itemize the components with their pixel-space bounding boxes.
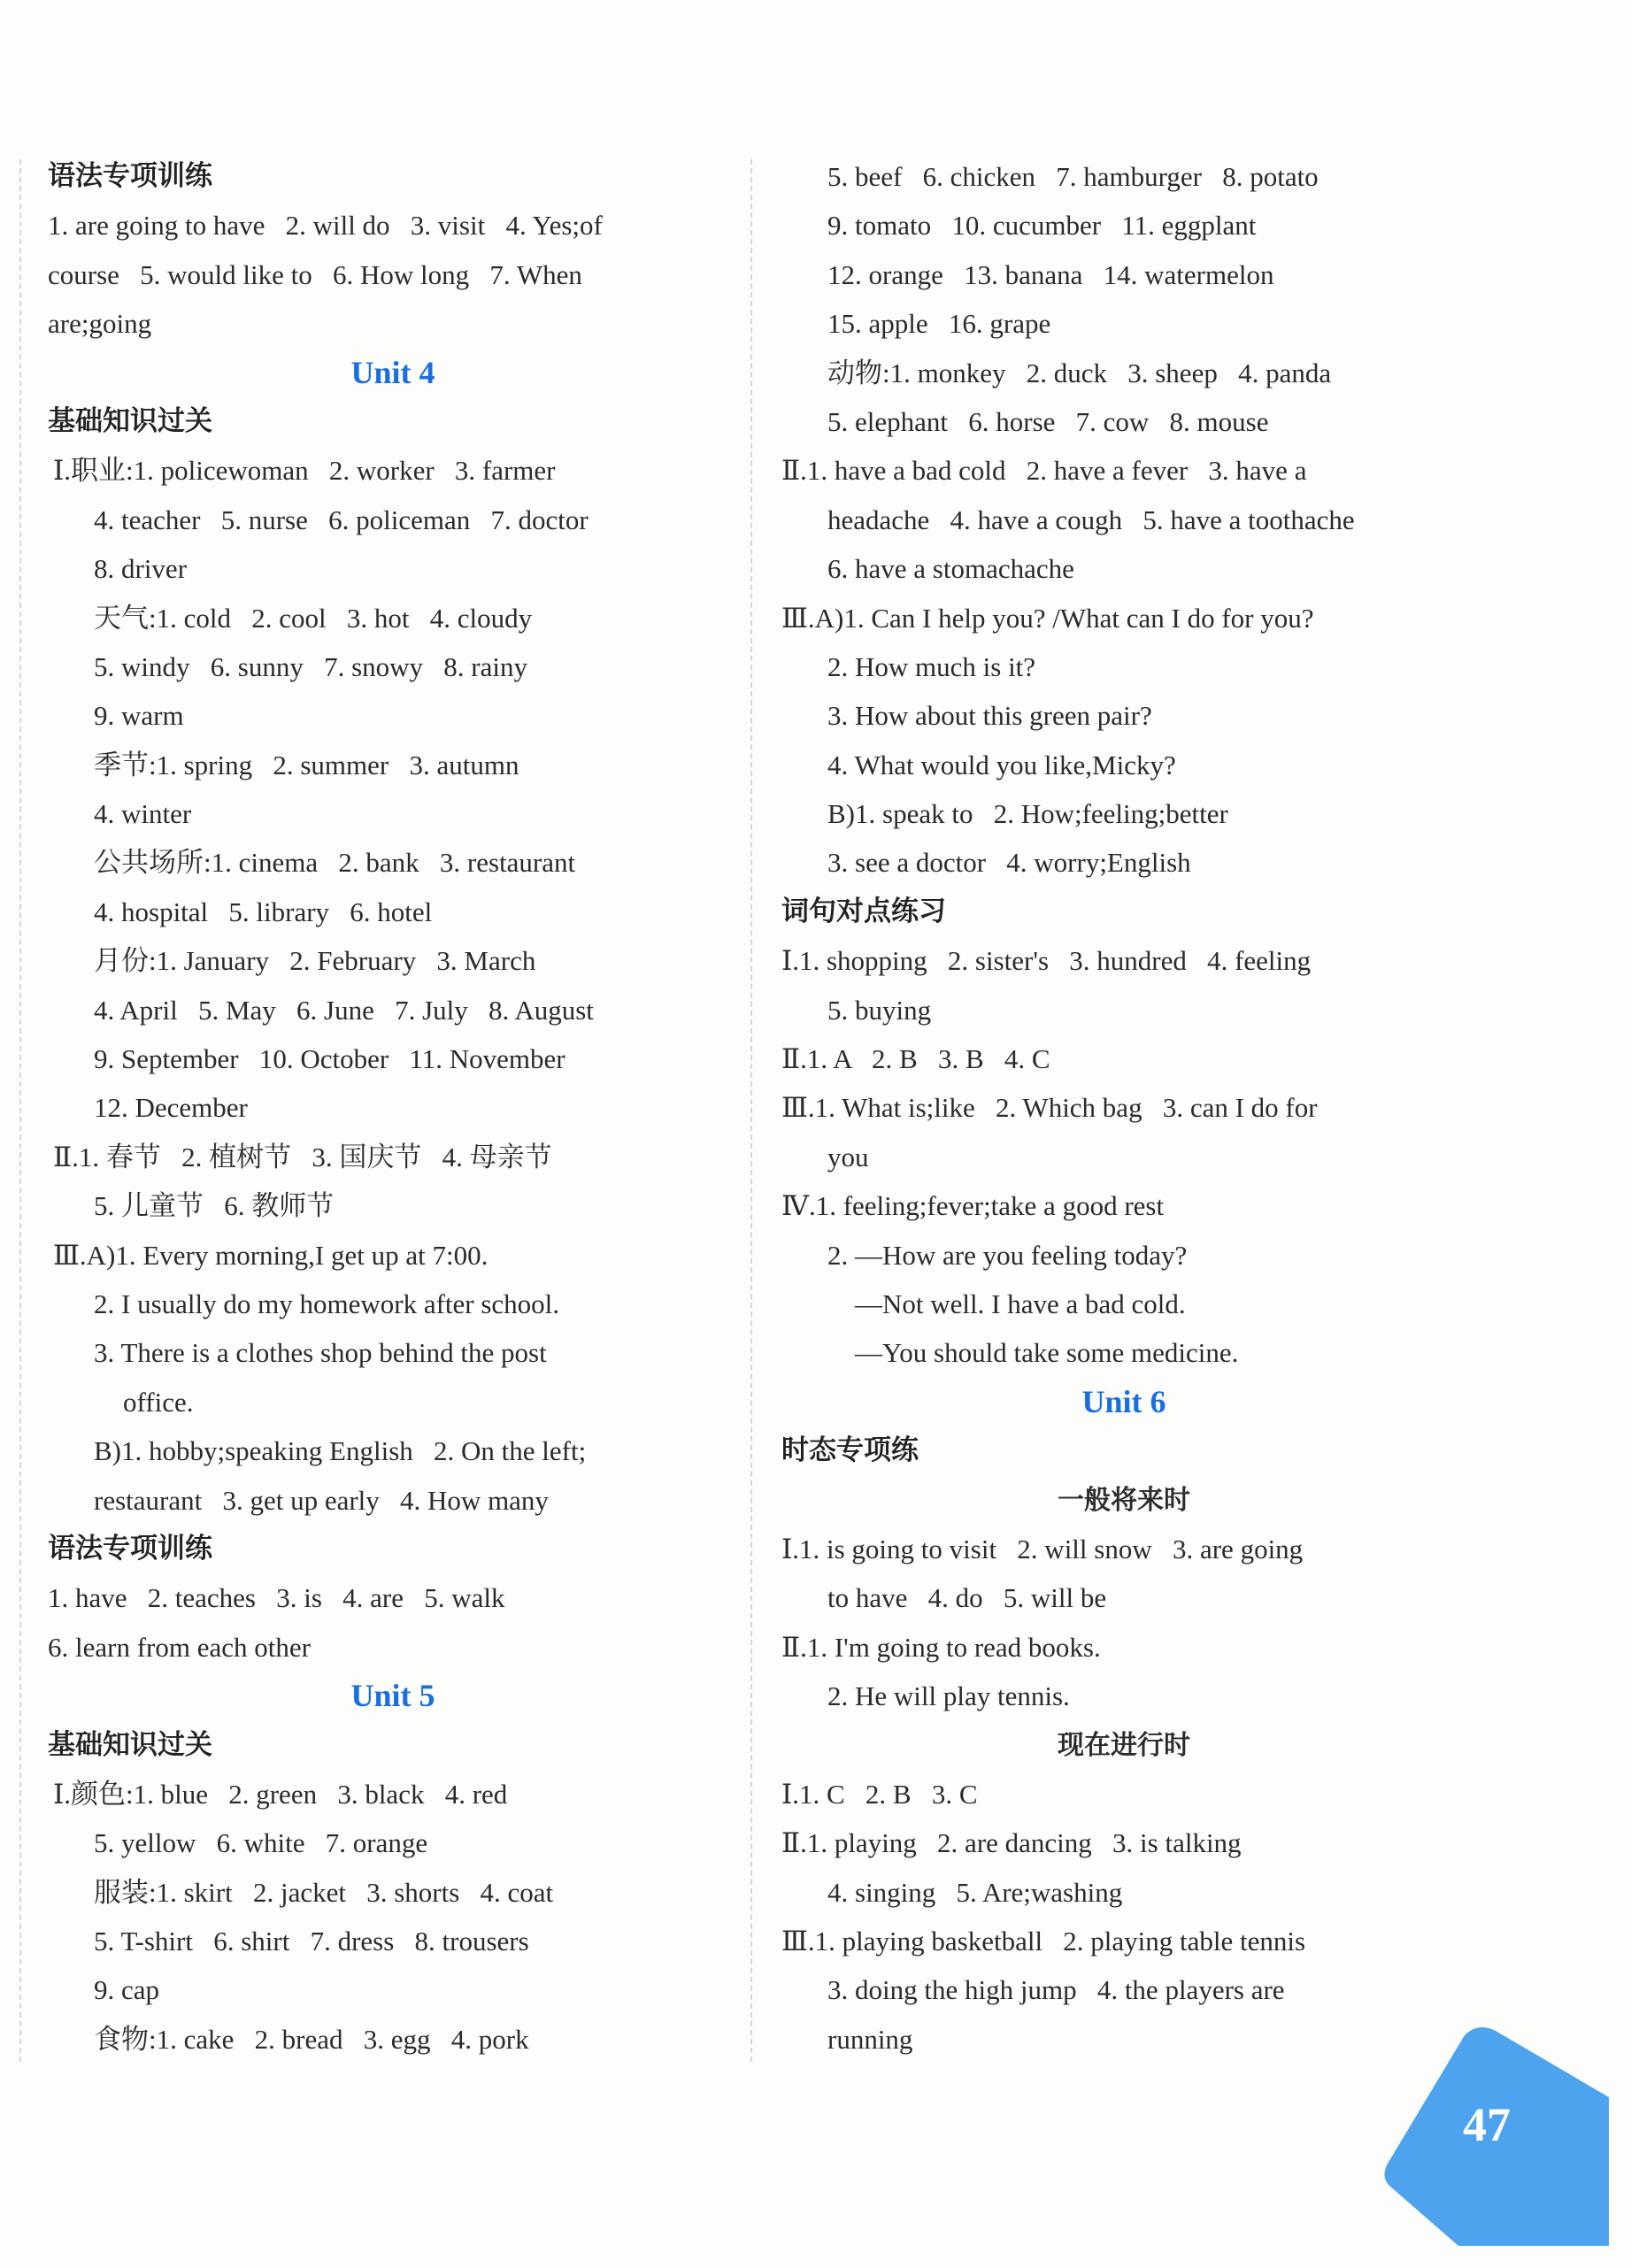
right-column [781, 152, 1481, 2064]
answer-line: 6. learn from each other [48, 1631, 311, 1663]
answer-line: 公共场所:1. cinema 2. bank 3. restaurant [94, 847, 576, 879]
answer-line: 1. have 2. teaches 3. is 4. are 5. walk [48, 1582, 505, 1614]
answer-line: office. [123, 1386, 194, 1418]
answer-line: 3. doing the high jump 4. the players are [827, 1974, 1285, 2006]
answer-line: 6. have a stomachache [827, 553, 1074, 585]
left-margin-divider [19, 159, 21, 2062]
answer-line: 9. warm [94, 700, 184, 732]
column-divider [750, 159, 752, 2062]
answer-line: Ⅱ.1. playing 2. are dancing 3. is talking [781, 1827, 1242, 1859]
answer-line: B)1. speak to 2. How;feeling;better [827, 798, 1228, 830]
answer-line: 9. tomato 10. cucumber 11. eggplant [827, 210, 1257, 242]
answer-line: 15. apple 16. grape [827, 308, 1051, 340]
answer-line: Ⅱ.1. A 2. B 3. B 4. C [781, 1043, 1050, 1075]
answer-line: you [827, 1141, 869, 1172]
answer-line: 服装:1. skirt 2. jacket 3. shorts 4. coat [94, 1876, 554, 1908]
answer-line: 天气:1. cold 2. cool 3. hot 4. cloudy [94, 602, 533, 634]
answer-line: —You should take some medicine. [855, 1337, 1239, 1369]
answer-line: 5. 儿童节 6. 教师节 [94, 1190, 335, 1222]
section-heading: 词句对点练习 [781, 895, 946, 927]
answer-line: Ⅱ.1. 春节 2. 植树节 3. 国庆节 4. 母亲节 [53, 1141, 552, 1172]
answer-line: Ⅱ.1. I'm going to read books. [781, 1631, 1101, 1663]
page-number: 47 [1463, 2098, 1511, 2151]
answer-line: 9. September 10. October 11. November [94, 1043, 565, 1075]
unit-heading: Unit 5 [350, 1678, 435, 1714]
section-heading: 语法专项训练 [48, 160, 212, 192]
answer-line: 5. elephant 6. horse 7. cow 8. mouse [827, 405, 1269, 437]
tense-subheading: 现在进行时 [1058, 1729, 1190, 1761]
answer-line: 2. I usually do my homework after school. [94, 1288, 560, 1319]
answer-line: 8. driver [94, 553, 188, 585]
answer-line: 5. yellow 6. white 7. orange [94, 1827, 428, 1859]
answer-line: 动物:1. monkey 2. duck 3. sheep 4. panda [827, 357, 1332, 388]
answer-line: Ⅰ.1. shopping 2. sister's 3. hundred 4. feeling [781, 945, 1312, 977]
answer-line: 9. cap [94, 1974, 160, 2006]
answer-line: Ⅲ.1. What is;like 2. Which bag 3. can I do for [781, 1092, 1318, 1124]
answer-line: to have 4. do 5. will be [827, 1582, 1107, 1614]
answer-line: are;going [48, 308, 152, 340]
answer-line: 食物:1. cake 2. bread 3. egg 4. pork [94, 2023, 529, 2055]
answer-line: 2. —How are you feeling today? [827, 1239, 1188, 1271]
answer-line: Ⅰ.职业:1. policewoman 2. worker 3. farmer [53, 455, 556, 487]
section-heading: 语法专项训练 [48, 1532, 212, 1565]
answer-line: 5. T-shirt 6. shirt 7. dress 8. trousers [94, 1926, 529, 1957]
answer-line: Ⅰ.1. is going to visit 2. will snow 3. are going [781, 1533, 1304, 1565]
answer-line: Ⅰ.颜色:1. blue 2. green 3. black 4. red [53, 1778, 508, 1810]
answer-line: Ⅲ.A)1. Can I help you? /What can I do for you? [781, 602, 1314, 634]
section-heading: 基础知识过关 [48, 1728, 212, 1761]
answer-line: —Not well. I have a bad cold. [855, 1288, 1186, 1319]
answer-line: 3. see a doctor 4. worry;English [827, 847, 1191, 879]
answer-line: 1. are going to have 2. will do 3. visit 4. Yes;of [48, 210, 603, 242]
answer-line: Ⅱ.1. have a bad cold 2. have a fever 3. have a [781, 455, 1307, 487]
answer-line: B)1. hobby;speaking English 2. On the left; [94, 1435, 587, 1467]
answer-line: 4. What would you like,Micky? [827, 749, 1176, 780]
section-heading: 时态专项练 [781, 1434, 919, 1467]
answer-line: 4. April 5. May 6. June 7. July 8. August [94, 994, 594, 1026]
answer-line: 4. singing 5. Are;washing [827, 1876, 1123, 1908]
answer-line: running [827, 2023, 913, 2055]
section-heading: 基础知识过关 [48, 404, 212, 437]
answer-line: restaurant 3. get up early 4. How many [94, 1484, 549, 1516]
answer-line: Ⅲ.1. playing basketball 2. playing table tennis [781, 1926, 1306, 1957]
answer-line: 5. beef 6. chicken 7. hamburger 8. potato [827, 161, 1319, 192]
answer-line: 2. How much is it? [827, 650, 1036, 682]
answer-line: 3. There is a clothes shop behind the post [94, 1337, 547, 1369]
answer-line: 5. windy 6. sunny 7. snowy 8. rainy [94, 650, 527, 682]
unit-heading: Unit 4 [350, 354, 435, 390]
left-column [48, 152, 738, 2064]
answer-line: 2. He will play tennis. [827, 1680, 1070, 1712]
answer-line: 月份:1. January 2. February 3. March [94, 945, 536, 977]
tense-subheading: 一般将来时 [1058, 1484, 1190, 1516]
answer-line: 12. December [94, 1092, 248, 1124]
answer-line: 3. How about this green pair? [827, 700, 1152, 732]
answer-line: Ⅲ.A)1. Every morning,I get up at 7:00. [53, 1239, 489, 1271]
answer-line: 5. buying [827, 994, 932, 1026]
answer-line: 4. teacher 5. nurse 6. policeman 7. doctor [94, 504, 589, 535]
answer-line: 4. winter [94, 798, 192, 830]
answer-line: headache 4. have a cough 5. have a toothache [827, 504, 1355, 535]
answer-line: Ⅳ.1. feeling;fever;take a good rest [781, 1190, 1165, 1222]
answer-line: course 5. would like to 6. How long 7. When [48, 258, 582, 290]
answer-line: 12. orange 13. banana 14. watermelon [827, 258, 1274, 290]
answer-line: 4. hospital 5. library 6. hotel [94, 896, 433, 927]
unit-heading: Unit 6 [1081, 1383, 1166, 1419]
answer-line: Ⅰ.1. C 2. B 3. C [781, 1778, 978, 1810]
answer-line: 季节:1. spring 2. summer 3. autumn [94, 749, 519, 780]
